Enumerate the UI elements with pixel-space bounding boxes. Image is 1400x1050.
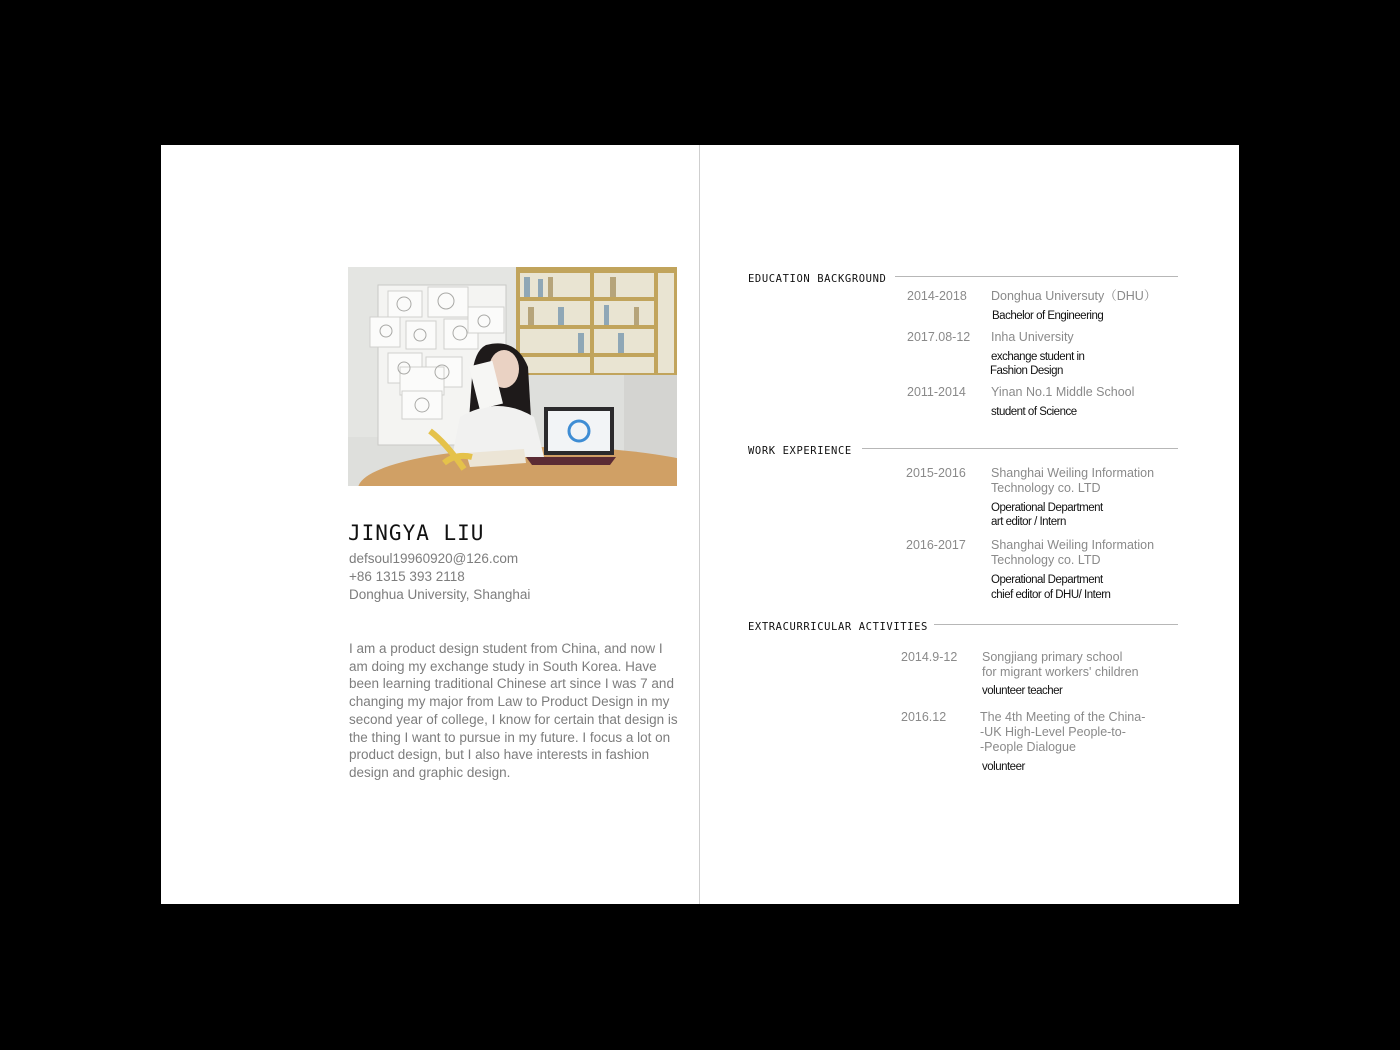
activity-place: for migrant workers' children — [982, 665, 1139, 679]
activity-place: -People Dialogue — [980, 740, 1076, 754]
work-place: Shanghai Weiling Information — [991, 538, 1155, 552]
bio-paragraph: I am a product design student from China, and now I am doing my exchange study in South Korea. Have been learning traditional Chinese art since I was 7 and changing my major from Law to Product Design in my second year of college, I know for certain that design is the thing I want to pursue in my future. I focus a lot on product design, but I also have interests in fashion design and graphic design. — [349, 641, 678, 780]
education-place: Yinan No.1 Middle School — [991, 385, 1135, 399]
work-heading: WORK EXPERIENCE — [748, 445, 852, 457]
education-role: exchange student in — [991, 351, 1085, 363]
activity-place: -UK High-Level People-to- — [980, 725, 1126, 739]
activity-place: The 4th Meeting of the China- — [980, 710, 1146, 724]
education-role: Bachelor of Engineering — [992, 310, 1104, 322]
work-date: 2016-2017 — [906, 538, 966, 552]
work-place: Technology co. LTD — [991, 553, 1101, 567]
education-place: Donghua Universuty（DHU） — [991, 289, 1157, 303]
work-role: Operational Department — [991, 574, 1103, 586]
education-date: 2011-2014 — [907, 385, 966, 399]
activity-date: 2016.12 — [901, 710, 947, 724]
education-role: student of Science — [991, 406, 1077, 418]
phone-text: +86 1315 393 2118 — [349, 569, 465, 584]
work-rule — [862, 448, 1178, 449]
activity-role: volunteer — [982, 761, 1025, 773]
page-fold — [699, 145, 700, 904]
contact-block — [349, 550, 530, 604]
activity-place: Songjiang primary school — [982, 650, 1123, 664]
work-date: 2015-2016 — [906, 466, 966, 480]
education-place: Inha University — [991, 330, 1074, 344]
education-role: Fashion Design — [990, 365, 1063, 377]
email-text: defsoul19960920@126.com — [349, 551, 519, 566]
location-text: Donghua University, Shanghai — [349, 587, 531, 602]
resume-spread — [161, 145, 1239, 904]
work-role: Operational Department — [991, 502, 1103, 514]
activity-role: volunteer teacher — [982, 685, 1063, 697]
education-date: 2014-2018 — [907, 289, 967, 303]
activities-rule — [934, 624, 1178, 625]
profile-photo — [348, 267, 677, 486]
work-place: Shanghai Weiling Information — [991, 466, 1155, 480]
work-role: art editor / Intern — [991, 516, 1066, 528]
education-date: 2017.08-12 — [907, 330, 971, 344]
education-rule — [895, 276, 1178, 277]
work-place: Technology co. LTD — [991, 481, 1101, 495]
education-heading: EDUCATION BACKGROUND — [748, 273, 887, 285]
activity-date: 2014.9-12 — [901, 650, 958, 664]
work-role: chief editor of DHU/ Intern — [991, 589, 1111, 601]
person-name: JINGYA LIU — [348, 521, 485, 545]
activities-heading: EXTRACURRICULAR ACTIVITIES — [748, 621, 928, 633]
